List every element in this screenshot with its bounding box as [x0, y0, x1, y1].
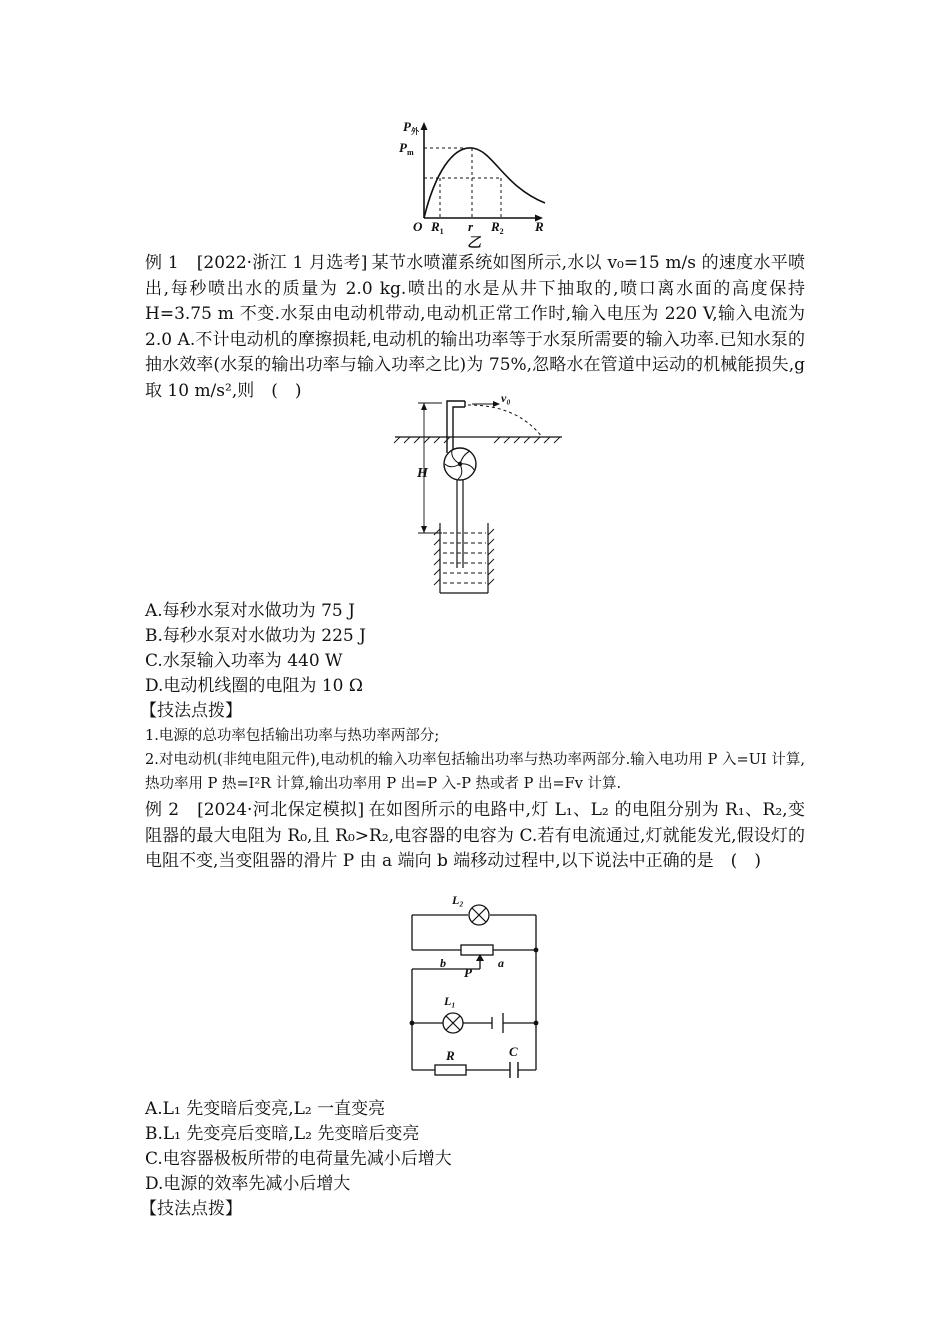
example1-stem: 某节水喷灌系统如图所示,水以 v₀=15 m/s 的速度水平喷出,每秒喷出水的质量为 2.0 kg.喷出的水是从井下抽取的,喷口离水面的高度保持 H=3.75 m 不变.水泵由电动机带动,电动机正常工作时,输入电压为 220 V,输入电流为 2.0 A.不计电动机的摩擦损耗,电动机的输出功率等于水泵所需要的输入功率.已知水泵的抽水效率(水泵的输出功率与输入功率之比)为 75%,忽略水在管道中运动的机械能损失,g 取 10 m/s²,则 ( ) [145, 253, 805, 401]
pm-label: $P_m$ [399, 140, 414, 157]
pump-figure [390, 393, 570, 598]
origin-label: O [413, 219, 423, 234]
circuit-figure [400, 893, 550, 1083]
r2-label: $R_2$ [491, 219, 504, 236]
example1-label: 例 1 [145, 253, 179, 273]
tips2-heading: 【技法点拨】 [140, 1199, 242, 1219]
power-curve-svg [395, 118, 565, 250]
resistor-r [435, 1065, 466, 1075]
example2-stem: 在如图所示的电路中,灯 L₁、L₂ 的电阻分别为 R₁、R₂,变阻器的最大电阻为 R₀,且 R₀>R₂,电容器的电容为 C.若有电流通过,灯就能发光,假设灯的电阻不变,当变阻器的滑片 P 由 a 端向 b 端移动过程中,以下说法中正确的是 ( ) [145, 800, 805, 871]
tips1-line1: 1.电源的总功率包括输出功率与热功率两部分; [145, 728, 440, 744]
example1-option-d: D.电动机线圈的电阻为 10 Ω [145, 676, 363, 696]
pump-svg [390, 393, 570, 598]
ground-hatch [394, 437, 560, 443]
tips1-heading: 【技法点拨】 [140, 701, 242, 721]
example1-option-a: A.每秒水泵对水做功为 75 J [145, 601, 355, 621]
x-axis-label: R [535, 219, 544, 234]
well-hatch [434, 529, 494, 585]
h-label: H [417, 466, 428, 481]
y-axis-arrow [421, 122, 428, 130]
a-label: a [498, 956, 504, 970]
example2-block [145, 798, 805, 875]
well-water [443, 533, 486, 583]
tips1-line2: 2.对电动机(非纯电阻元件),电动机的输入功率包括输出功率与热功率两部分.输入电功用 P 入=UI 计算,热功率用 P 热=I²R 计算,输出功率用 P 出=P 入-P 热或者 P 出=Fv 计算. [145, 752, 805, 792]
example2-source: [2024·河北保定模拟] [197, 800, 365, 820]
r-label: r [468, 219, 474, 234]
power-curve [424, 148, 545, 218]
pipe-inner [453, 407, 465, 453]
r1-label: $R_1$ [431, 219, 444, 236]
pipe-outer [447, 401, 465, 453]
y-axis-label: $P_外$ [403, 119, 419, 136]
example1-source: [2022·浙江 1 月选考] [196, 253, 368, 273]
r-label: R [446, 1048, 455, 1063]
v0-label: v₀ [501, 393, 511, 405]
example1-option-c: C.水泵输入功率为 440 W [145, 651, 343, 671]
example2-option-d: D.电源的效率先减小后增大 [145, 1174, 351, 1194]
water-trajectory [468, 405, 542, 437]
example1-block [145, 251, 805, 404]
l1-label: L₁ [444, 994, 456, 1008]
rheostat [461, 945, 493, 955]
example2-option-a: A.L₁ 先变暗后变亮,L₂ 一直变亮 [145, 1099, 386, 1119]
power-curve-figure [395, 118, 565, 250]
example2-option-c: C.电容器极板所带的电荷量先减小后增大 [145, 1149, 452, 1169]
c-label: C [509, 1044, 518, 1059]
example2-option-b: B.L₁ 先变亮后变暗,L₂ 先变暗后变亮 [145, 1124, 420, 1144]
circuit-svg [400, 893, 550, 1083]
l2-label: L₂ [452, 893, 464, 907]
b-label: b [440, 956, 446, 970]
example1-option-b: B.每秒水泵对水做功为 225 J [145, 626, 366, 646]
example2-label: 例 2 [145, 800, 180, 820]
p-label: P [464, 965, 472, 980]
figure-caption: 乙 [467, 235, 481, 250]
